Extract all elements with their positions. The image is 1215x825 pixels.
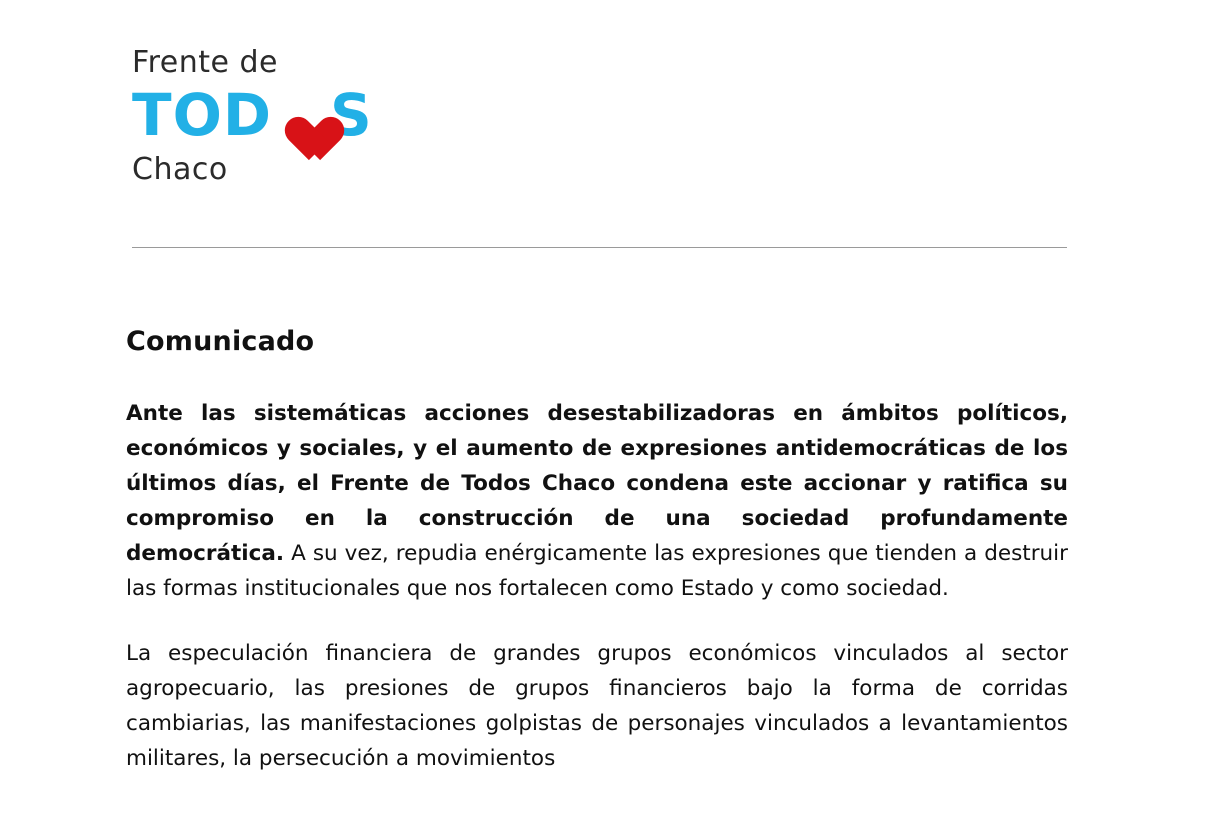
page-title: Comunicado [126,326,315,357]
letterhead-line-3: Chaco [132,152,228,187]
document-body [126,396,1068,806]
logo-text-right: S [330,81,373,149]
paragraph-1-bold: Ante las sistemáticas acciones desestabilizadoras en ámbitos políticos, económicos y sociales, y el aumento de expresiones antidemocráticas de los últimos días, el Frente de Todos Chaco condena este accionar y ratifica su compromiso en la construcción de una sociedad profundamente democrática. [126,401,1068,566]
logo-wordmark [132,81,1067,149]
header-divider [132,247,1067,248]
paragraph-2-text: La especulación financiera de grandes grupos económicos vinculados al sector agropecuario, las presiones de grupos financieros bajo la forma de corridas cambiarias, las manifestaciones golpistas de personajes vinculados a levantamientos militares, la persecución a movimientos [126,641,1068,771]
paragraph-1-rest: A su vez, repudia enérgicamente las expresiones que tienden a destruir las formas institucionales que nos fortalecen como Estado y como sociedad. [126,541,1068,601]
paragraph-2 [126,636,1068,776]
letterhead-line-1: Frente de [132,45,278,80]
paragraph-1 [126,396,1068,606]
letterhead [132,46,1067,186]
logo-text-left: TOD [132,81,273,149]
heart-icon [274,93,328,141]
